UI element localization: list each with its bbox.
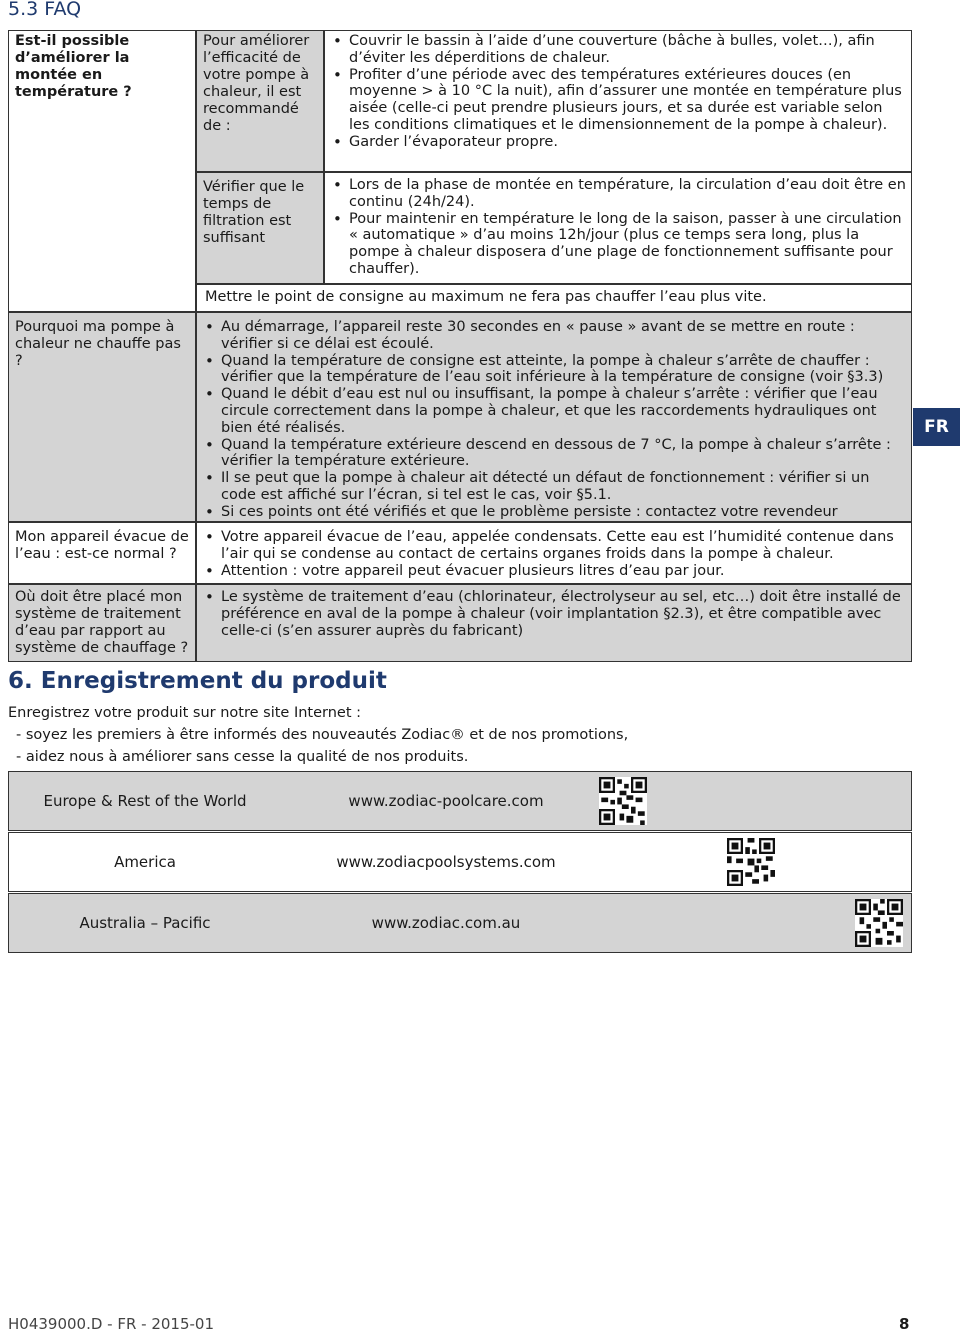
language-tab: FR [913, 408, 960, 446]
faq-table [8, 30, 912, 662]
list-item: • Quand le débit d’eau est nul ou insuffisant, la pompe à chaleur s’arrête : vérifier que l’eau circule correctement dans la pompe à chaleur, et que les raccordements hydrauliques ont bien été réalisés. [201, 386, 907, 436]
faq-q1-note-cell [196, 284, 912, 312]
faq-question-2-cell [8, 312, 196, 522]
faq-q1-recommendation: Pour améliorer l’efficacité de votre pompe à chaleur, il est recommandé de : [203, 33, 310, 134]
faq-question-3: Mon appareil évacue de l’eau : est-ce normal ? [15, 529, 189, 562]
faq-q4-answer-list [201, 589, 907, 639]
faq-q1-answer-1-cell [324, 30, 912, 172]
list-item: • Quand la température extérieure descend en dessous de 7 °C, la pompe à chaleur s’arrête : vérifier la température extérieure. [201, 437, 907, 471]
list-item: • Pour maintenir en température le long de la saison, passer à une circulation « automatique » d’au moins 12h/jour (plus ce temps sera long, plus la pompe à chaleur disposera d’une plage de fonctionnement suffisante pour chauffer). [329, 211, 907, 278]
faq-question-4: Où doit être placé mon système de traitement d’eau par rapport au système de chauffage ? [15, 589, 189, 656]
region-label: America [114, 853, 176, 871]
website-link[interactable]: www.zodiac.com.au [371, 914, 521, 932]
faq-question-1-cell [8, 30, 196, 312]
registration-item-1: - soyez les premiers à être informés des nouveautés Zodiac® et de nos promotions, [16, 727, 629, 743]
list-item: • Garder l’évaporateur propre. [329, 134, 907, 151]
faq-question-2: Pourquoi ma pompe à chaleur ne chauffe pas ? [15, 319, 181, 369]
faq-q3-answer-cell [196, 522, 912, 584]
list-item: • Au démarrage, l’appareil reste 30 secondes en « pause » avant de se mettre en route : vérifier si ce délai est écoulé. [201, 319, 907, 353]
table-row [8, 893, 912, 953]
registration-table [8, 771, 912, 954]
list-item: • Le système de traitement d’eau (chlorinateur, électrolyseur au sel, etc…) doit être installé de préférence en aval de la pompe à chaleur (voir implantation §2.3), et être compatible avec celle-ci (s’en assurer auprès du fabricant) [201, 589, 907, 639]
faq-q1-answer-1-list [329, 33, 907, 151]
table-row [8, 832, 912, 892]
faq-q1-filtration-check: Vérifier que le temps de filtration est suffisant [203, 179, 305, 246]
registration-intro-text: Enregistrez votre produit sur notre site Internet : [8, 705, 362, 721]
faq-q2-answer-cell [196, 312, 912, 522]
table-row [8, 771, 912, 831]
list-item: • Lors de la phase de montée en température, la circulation d’eau doit être en continu (24h/24). [329, 177, 907, 211]
faq-q2-answer-list [201, 319, 907, 521]
faq-q3-answer-list [201, 529, 907, 579]
faq-question-3-cell [8, 522, 196, 584]
faq-q1-answer-2-cell [324, 172, 912, 284]
faq-question-1: Est-il possible d’améliorer la montée en température ? [15, 33, 132, 100]
faq-q1-sub2-cell [196, 172, 324, 284]
faq-q1-answer-2-list [329, 177, 907, 278]
registration-item-2: - aidez nous à améliorer sans cesse la qualité de nos produits. [16, 749, 469, 765]
faq-q1-note: Mettre le point de consigne au maximum ne fera pas chauffer l’eau plus vite. [205, 289, 767, 305]
section-title: 5.3 FAQ [8, 0, 82, 20]
region-label: Australia – Pacific [79, 914, 211, 932]
website-link[interactable]: www.zodiacpoolsystems.com [336, 853, 556, 871]
qr-code-icon [727, 838, 775, 886]
registration-title: 6. Enregistrement du produit [8, 668, 387, 694]
website-link[interactable]: www.zodiac-poolcare.com [348, 792, 544, 810]
list-item: • Quand la température de consigne est atteinte, la pompe à chaleur s’arrête de chauffer : vérifier que la température de l’eau soit inférieure à la température de consigne (voir §3.3) [201, 353, 907, 387]
registration-intro [8, 702, 628, 768]
faq-question-4-cell [8, 584, 196, 662]
list-item: • Votre appareil évacue de l’eau, appelée condensats. Cette eau est l’humidité contenue dans l’air qui se condense au contact de certains organes froids dans la pompe à chaleur. [201, 529, 907, 563]
qr-code-icon [599, 777, 647, 825]
page-number: 8 [899, 1315, 910, 1333]
faq-q4-answer-cell [196, 584, 912, 662]
list-item: • Attention : votre appareil peut évacuer plusieurs litres d’eau par jour. [201, 563, 907, 580]
region-label: Europe & Rest of the World [43, 792, 247, 810]
document-reference: H0439000.D - FR - 2015-01 [8, 1315, 215, 1333]
faq-q1-sub-cell [196, 30, 324, 172]
qr-code-icon [855, 899, 903, 947]
list-item: • Profiter d’une période avec des températures extérieures douces (en moyenne > à 10 °C la nuit), afin d’assurer une montée en température plus aisée (celle-ci peut prendre plusieurs jours, et sa durée est variable selon les conditions climatiques et le dimensionnement de la pompe à chaleur). [329, 67, 907, 134]
list-item: • Il se peut que la pompe à chaleur ait détecté un défaut de fonctionnement : vérifier si un code est affiché sur l’écran, si tel est le cas, voir §5.1. [201, 470, 907, 504]
list-item: • Si ces points ont été vérifiés et que le problème persiste : contactez votre revendeur [201, 504, 907, 521]
list-item: • Couvrir le bassin à l’aide d’une couverture (bâche à bulles, volet…), afin d’éviter les déperditions de chaleur. [329, 33, 907, 67]
